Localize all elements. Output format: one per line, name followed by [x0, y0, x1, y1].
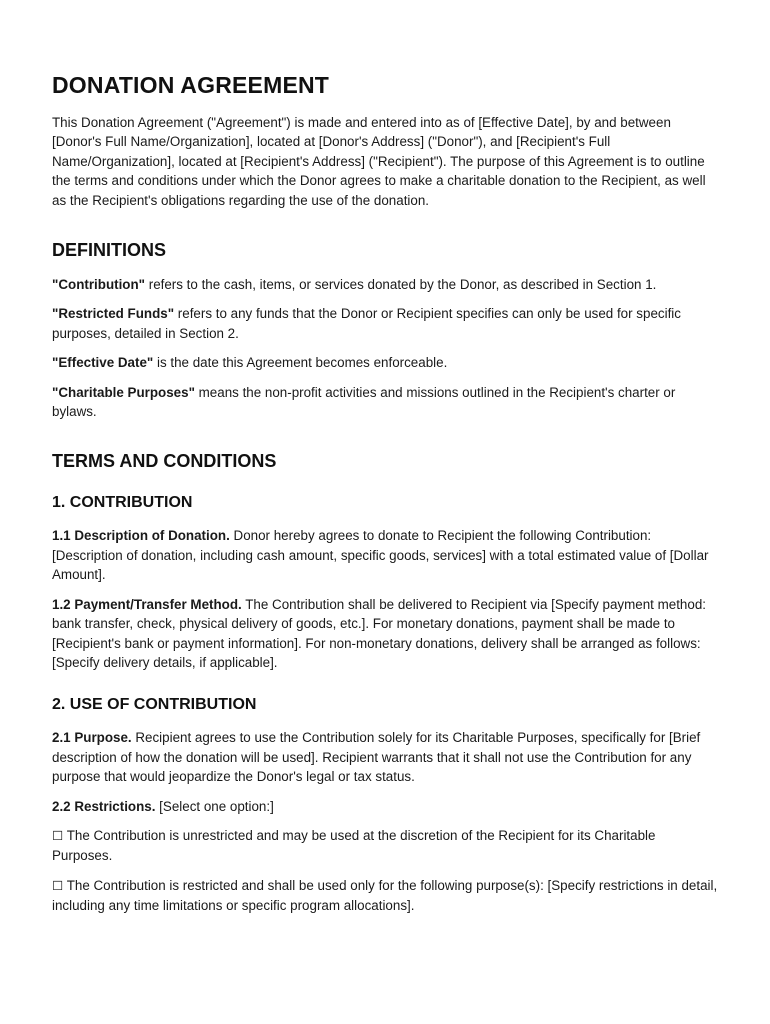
definitions-heading: DEFINITIONS — [52, 240, 167, 261]
definition-text: is the date this Agreement becomes enforceable. — [153, 355, 448, 371]
definition-text: means the non-profit activities and missions outlined in the Recipient's charter or bylaws. — [52, 384, 676, 420]
section-1-heading: 1. CONTRIBUTION — [52, 494, 193, 512]
definition-charitable-purposes — [52, 383, 718, 422]
option-text: The Contribution is restricted and shall be used only for the following purpose(s): [Specify restrictions in detail, including any time limitations or specific program allocations]. — [52, 877, 718, 914]
restriction-option-unrestricted — [52, 826, 718, 866]
definition-term: "Charitable Purposes" — [52, 384, 195, 400]
definition-effective-date — [52, 353, 718, 372]
definition-text: refers to any funds that the Donor or Recipient specifies can only be used for specific purposes, detailed in Section 2. — [52, 306, 681, 341]
clause-text: [Select one option:] — [155, 798, 274, 814]
clause-label: 2.2 Restrictions. — [52, 798, 156, 814]
clause-text: The Contribution shall be delivered to Recipient via [Specify payment method: bank transfer, check, physical delivery of goods, etc.]. For monetary donations, payment shall be made to [Recipient's bank or payment information]. For non-monetary donations, delivery shall be arranged as follows: [Specify delivery details, if applicable]. — [52, 596, 706, 670]
clause-2-1 — [52, 728, 718, 786]
clause-text: Recipient agrees to use the Contribution solely for its Charitable Purposes, specifically for [Brief description of how the donation will be used]. Recipient warrants that it shall not use the Contribution for any purpose that would jeopardize the Donor's legal or tax status. — [52, 730, 701, 785]
definition-term: "Restricted Funds" — [52, 306, 175, 322]
clause-text: Donor hereby agrees to donate to Recipient the following Contribution: [Description of donation, including cash amount, specific goods, services] with a total estimated value of [Dollar Amount]. — [52, 528, 709, 583]
clause-1-1 — [52, 526, 718, 584]
clause-label: 1.2 Payment/Transfer Method. — [52, 596, 242, 612]
definition-term: "Effective Date" — [52, 355, 154, 371]
clause-2-2 — [52, 797, 718, 816]
clause-label: 1.1 Description of Donation. — [52, 528, 230, 544]
definition-contribution — [52, 275, 718, 294]
clause-1-2 — [52, 595, 718, 673]
terms-heading: TERMS AND CONDITIONS — [52, 451, 277, 472]
section-2-heading: 2. USE OF CONTRIBUTION — [52, 696, 257, 714]
definition-restricted-funds — [52, 304, 718, 343]
clause-label: 2.1 Purpose. — [52, 730, 132, 746]
document-title: DONATION AGREEMENT — [52, 72, 330, 98]
definition-text: refers to the cash, items, or services donated by the Donor, as described in Section 1. — [145, 277, 657, 293]
checkbox-icon[interactable]: ☐ — [52, 878, 64, 893]
checkbox-icon[interactable]: ☐ — [52, 828, 64, 843]
definition-term: "Contribution" — [52, 277, 146, 293]
restriction-option-restricted — [52, 876, 718, 916]
intro-paragraph: This Donation Agreement ("Agreement") is made and entered into as of [Effective Date], by and between [Donor's Full Name/Organization], located at [Donor's Address] ("Donor"), and [Recipient's Full Name/Organization], located at [Recipient's Address] ("Recipient"). The purpose of this Agreement is to outline the terms and conditions under which the Donor agrees to make a charitable donation to the Recipient, as well as the Recipient's obligations regarding the use of the donation. — [52, 115, 706, 208]
option-text: The Contribution is unrestricted and may be used at the discretion of the Recipient for its Charitable Purposes. — [52, 827, 656, 864]
